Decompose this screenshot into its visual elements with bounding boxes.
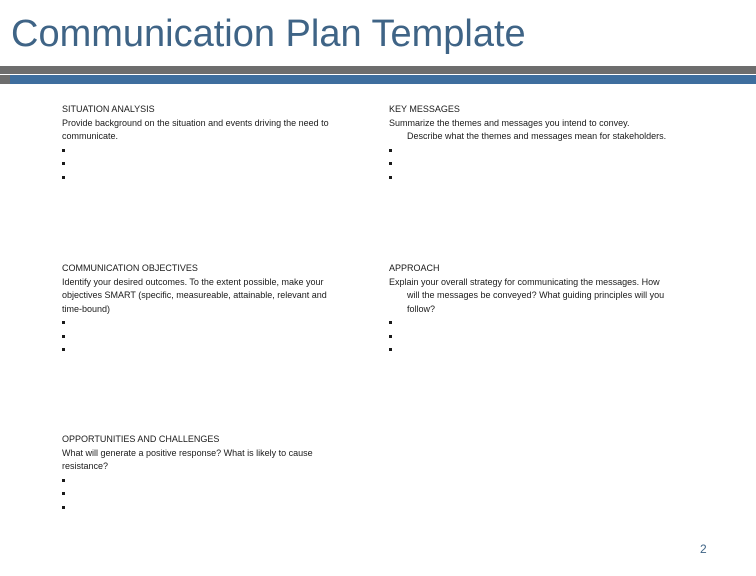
key-messages-text-line: Describe what the themes and messages mean for stakeholders. (407, 131, 667, 141)
bullet-icon (62, 321, 65, 324)
situation-analysis-text-line: communicate. (62, 131, 119, 141)
bullet-icon (389, 149, 392, 152)
header-rule-left-block (0, 75, 10, 84)
situation-analysis-text-line: Provide background on the situation and events driving the need to (62, 117, 329, 128)
communication-objectives-section (62, 262, 327, 357)
bullet-item (389, 144, 666, 158)
bullet-item (62, 487, 313, 501)
opportunities-challenges-section (62, 433, 313, 514)
approach-heading: APPROACH (389, 263, 440, 273)
communication-objectives-text-line: objectives SMART (specific, measureable, attainable, relevant and (62, 290, 327, 300)
bullet-item (389, 330, 664, 344)
bullet-item (389, 316, 664, 330)
bullet-icon (62, 479, 65, 482)
opportunities-challenges-heading: OPPORTUNITIES AND CHALLENGES (62, 434, 220, 444)
bullet-icon (62, 162, 65, 165)
opportunities-challenges-text-line: resistance? (62, 461, 109, 471)
header-rule-blue (0, 75, 756, 84)
communication-objectives-heading: COMMUNICATION OBJECTIVES (62, 263, 198, 273)
situation-analysis-heading: SITUATION ANALYSIS (62, 104, 155, 114)
key-messages-text-line: Summarize the themes and messages you intend to convey. (389, 117, 630, 128)
key-messages-heading: KEY MESSAGES (389, 104, 460, 114)
bullet-item (62, 501, 313, 515)
bullet-item (389, 343, 664, 357)
communication-objectives-text-line: Identify your desired outcomes. To the extent possible, make your (62, 276, 324, 287)
approach-text-line: follow? (407, 303, 436, 314)
opportunities-challenges-text-line: What will generate a positive response? What is likely to cause (62, 447, 313, 458)
bullet-icon (389, 176, 392, 179)
opportunities-challenges-bullets (62, 474, 313, 515)
bullet-item (62, 474, 313, 488)
approach-text-line: will the messages be conveyed? What guiding principles will you (407, 290, 665, 300)
bullet-item (62, 144, 329, 158)
bullet-icon (389, 335, 392, 338)
bullet-icon (62, 348, 65, 351)
bullet-item (62, 330, 327, 344)
situation-analysis-bullets (62, 144, 329, 185)
bullet-item (62, 157, 329, 171)
situation-analysis-section (62, 103, 329, 184)
approach-bullets (389, 316, 664, 357)
bullet-item (389, 157, 666, 171)
communication-objectives-bullets (62, 316, 327, 357)
bullet-item (62, 171, 329, 185)
bullet-icon (62, 149, 65, 152)
header-rule-gray (0, 66, 756, 74)
bullet-item (62, 316, 327, 330)
key-messages-section (389, 103, 666, 184)
key-messages-bullets (389, 144, 666, 185)
page-number: 2 (700, 542, 707, 556)
communication-objectives-text-line: time-bound) (62, 303, 111, 314)
bullet-icon (62, 176, 65, 179)
bullet-icon (389, 162, 392, 165)
bullet-item (389, 171, 666, 185)
bullet-icon (62, 335, 65, 338)
bullet-icon (62, 492, 65, 495)
bullet-icon (389, 321, 392, 324)
bullet-icon (389, 348, 392, 351)
approach-text-line: Explain your overall strategy for communicating the messages. How (389, 276, 660, 287)
approach-section (389, 262, 664, 357)
bullet-icon (62, 506, 65, 509)
bullet-item (62, 343, 327, 357)
page-title: Communication Plan Template (11, 13, 526, 55)
